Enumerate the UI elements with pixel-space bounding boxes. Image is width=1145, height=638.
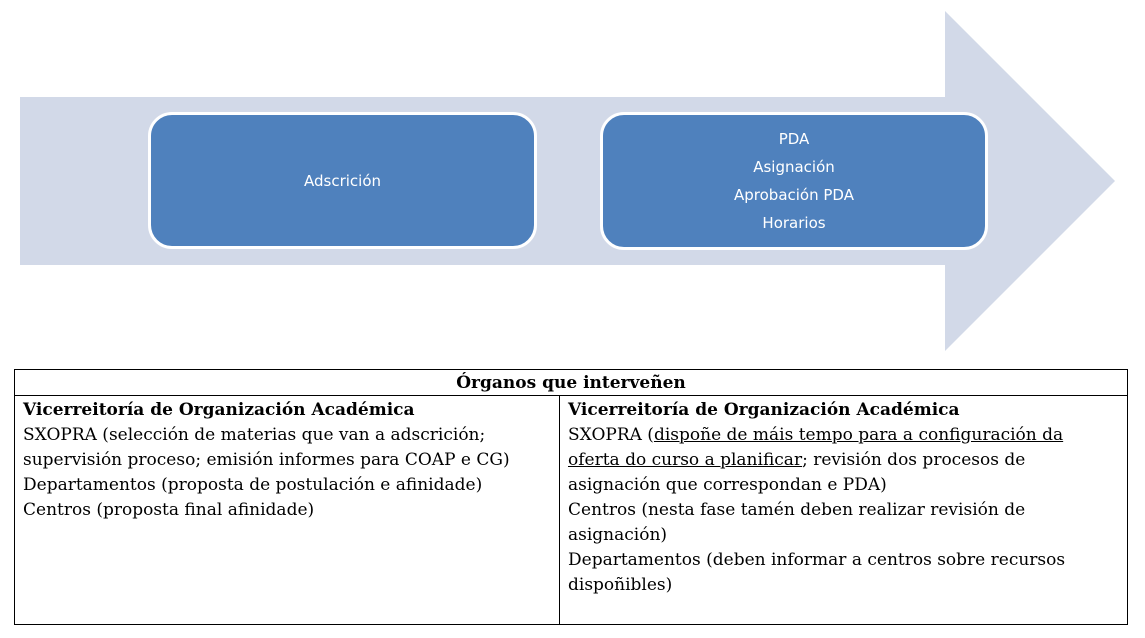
- left-line-4: Centros (proposta final afinidade): [23, 500, 315, 520]
- left-line-1: SXOPRA (selección de materias que van a adscrición;: [23, 425, 486, 445]
- left-line-3: Departamentos (proposta de postulación e afinidade): [23, 475, 483, 495]
- right-line-5: asignación): [568, 525, 668, 545]
- sxopra-underlined-2: oferta do curso a planificar: [568, 450, 803, 470]
- right-line-6: Departamentos (deben informar a centros sobre recursos: [568, 550, 1066, 570]
- left-cell: [15, 396, 560, 625]
- table-title: Órganos que interveñen: [15, 370, 1128, 396]
- organs-table: [14, 369, 1128, 625]
- phase-box-pda: [600, 112, 988, 250]
- right-line-2: [568, 448, 1119, 473]
- box-label-aprobacion-pda: Aprobación PDA: [734, 186, 854, 204]
- right-line-1: [568, 423, 1119, 448]
- right-line-4: Centros (nesta fase tamén deben realizar revisión de: [568, 500, 1026, 520]
- sxopra-suffix: ; revisión dos procesos de: [802, 450, 1026, 470]
- left-line-2: supervisión proceso; emisión informes para COAP e CG): [23, 450, 510, 470]
- right-heading: Vicerreitoría de Organización Académica: [568, 400, 960, 420]
- right-cell: [560, 396, 1128, 625]
- right-line-3: asignación que correspondan e PDA): [568, 475, 887, 495]
- left-heading: Vicerreitoría de Organización Académica: [23, 400, 415, 420]
- box-label-pda: PDA: [778, 130, 810, 148]
- sxopra-underlined-1: dispoñe de máis tempo para a configuración da: [653, 425, 1064, 445]
- box-label-horarios: Horarios: [762, 214, 826, 232]
- box-label-asignacion: Asignación: [753, 158, 835, 176]
- box-label-adscricion: Adscrición: [303, 171, 381, 190]
- right-line-7: dispoñibles): [568, 575, 673, 595]
- phase-box-adscricion: [148, 112, 537, 249]
- sxopra-prefix: SXOPRA (: [568, 425, 654, 445]
